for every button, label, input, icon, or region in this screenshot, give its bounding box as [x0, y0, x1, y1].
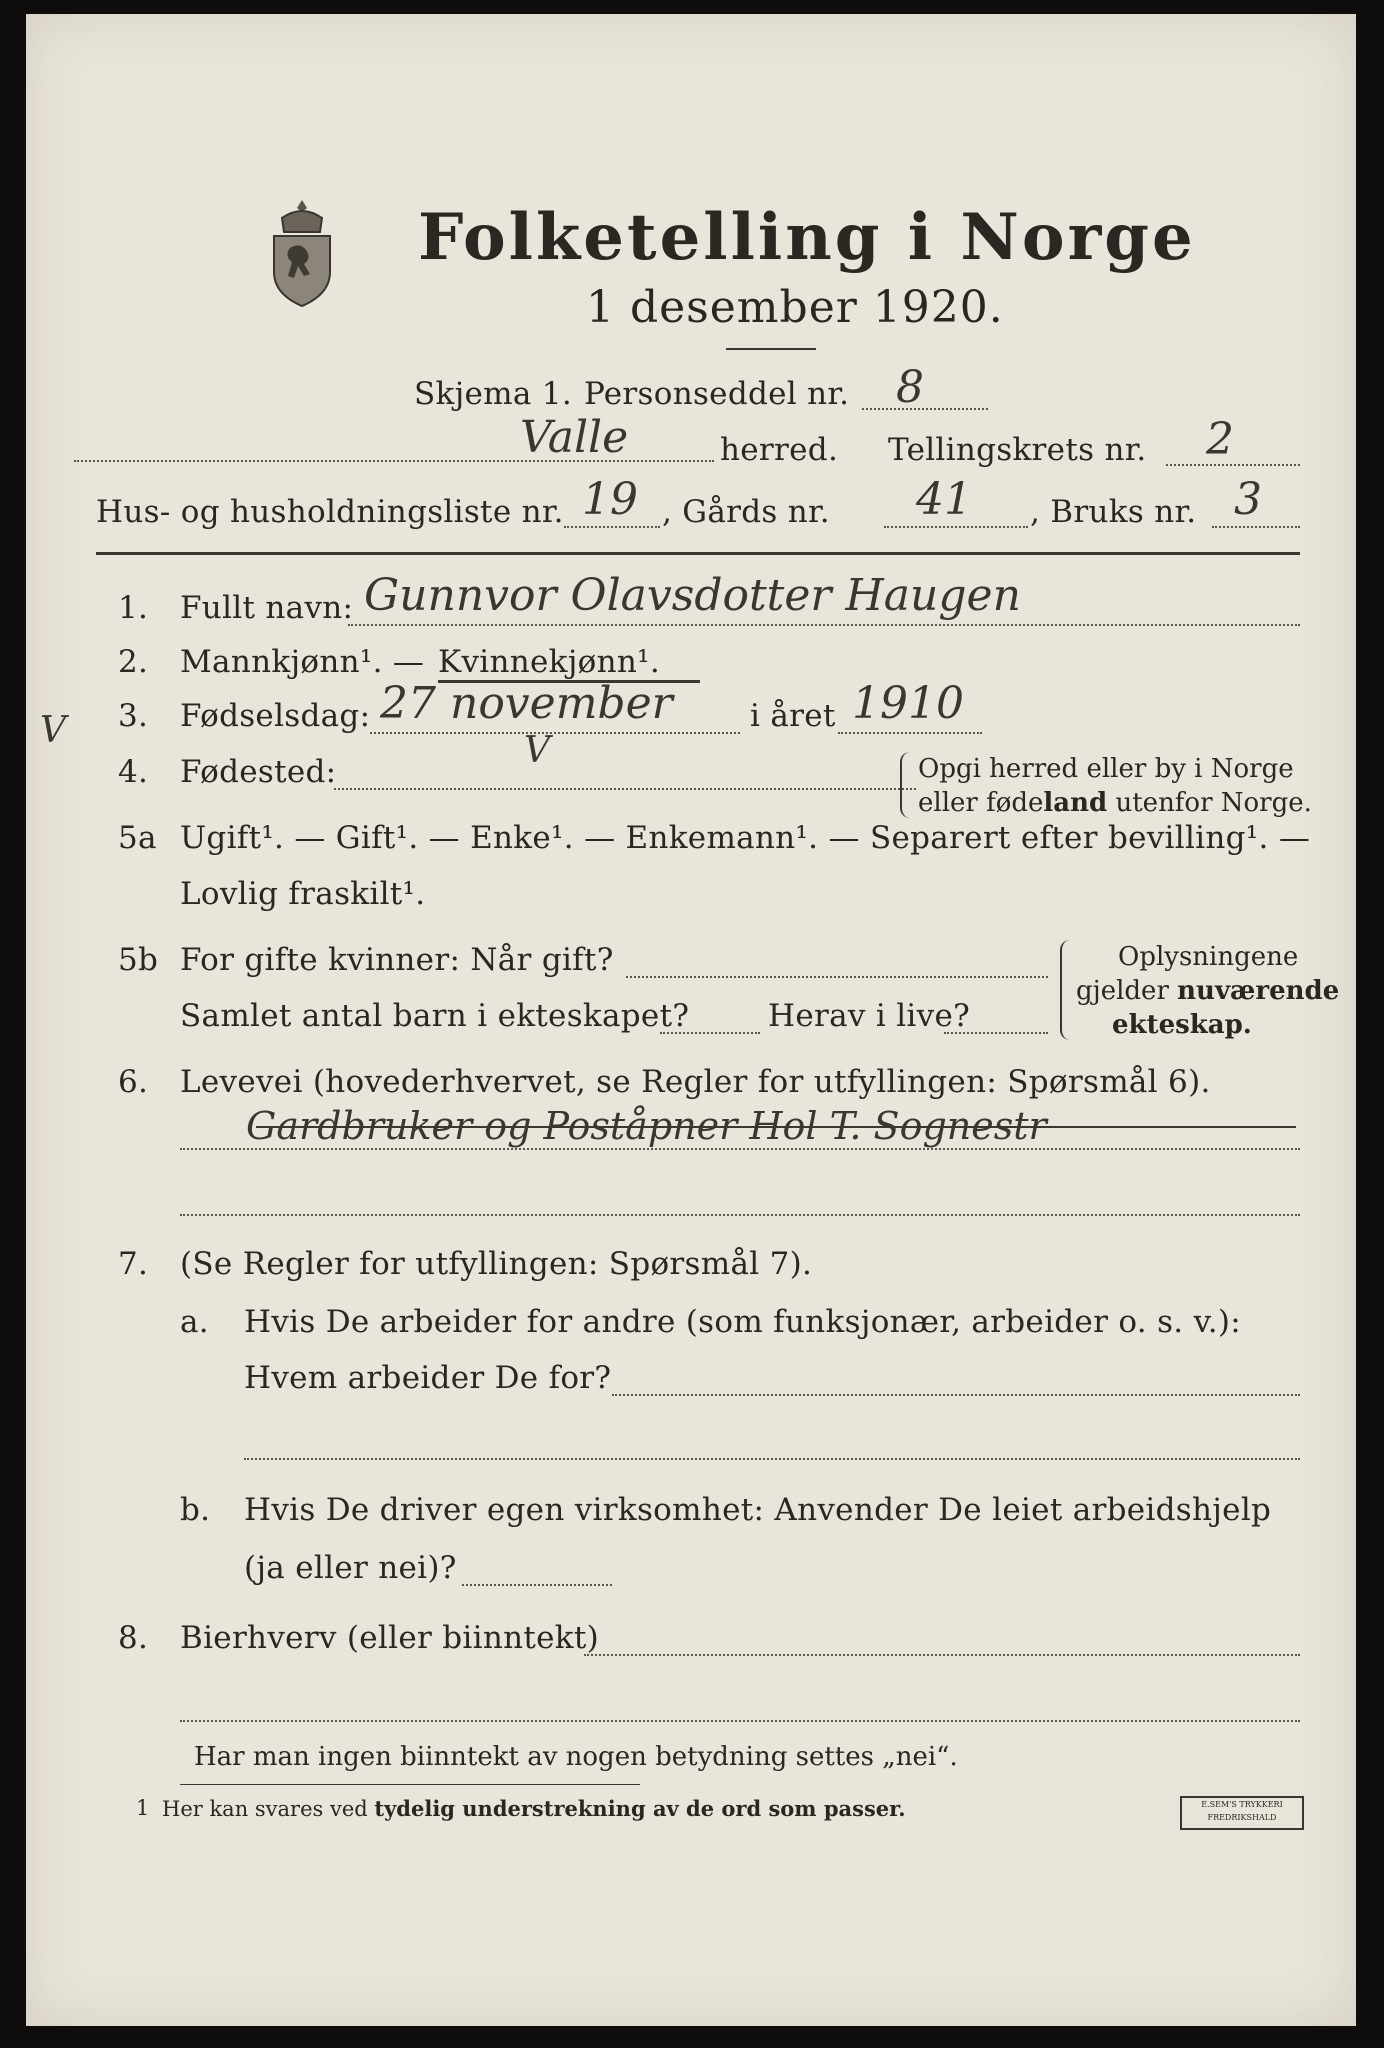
q5b-note-part-a: gjelder [1076, 976, 1178, 1006]
children-total-line[interactable] [660, 1032, 760, 1034]
household-list-line [564, 526, 660, 528]
schema-label: Skjema 1. [414, 376, 572, 412]
employer-line[interactable] [612, 1394, 1300, 1396]
occupation-value[interactable]: Gardbruker og Poståpner Hol T. Sognestr [246, 1104, 1047, 1148]
q7a-line1: Hvis De arbeider for andre (som funksjonær, arbeider o. s. v.): [244, 1304, 1242, 1340]
q3-number: 3. [118, 698, 149, 734]
children-alive-line[interactable] [944, 1032, 1048, 1034]
footnote-mark: 1 [136, 1796, 150, 1820]
sex-female-option[interactable]: Kvinnekjønn¹. [438, 644, 661, 680]
birth-year-value[interactable]: 1910 [852, 678, 964, 729]
printer-stamp-text: E.SEM'S TRYKKERI FREDRIKSHALD [1201, 1800, 1283, 1822]
q8-number: 8. [118, 1620, 149, 1656]
q8-label: Bierhverv (eller biinntekt) [180, 1620, 600, 1656]
q6-line-2 [180, 1214, 1300, 1216]
q7b-line1: Hvis De driver egen virksomhet: Anvender De leiet arbeidshjelp [244, 1492, 1272, 1528]
married-when-line[interactable] [626, 976, 1048, 978]
sex-male-option[interactable]: Mannkjønn¹. — [180, 644, 425, 680]
side-income-line-2[interactable] [180, 1720, 1300, 1722]
herred-label: herred. [720, 432, 839, 468]
footnote-divider [180, 1784, 640, 1785]
q6-label: Levevei (hovederhvervet, se Regler for utfyllingen: Spørsmål 6). [180, 1064, 1211, 1100]
household-list-value[interactable]: 19 [582, 474, 638, 525]
q5b-number: 5b [118, 942, 159, 978]
form-title: Folketelling i Norge [418, 200, 1196, 275]
bruks-label: , Bruks nr. [1030, 494, 1197, 530]
q4-note-part-b: land [1043, 788, 1108, 818]
q4-note-line2 [918, 788, 1312, 818]
side-income-line[interactable] [584, 1654, 1300, 1656]
q7a-line2: Hvem arbeider De for? [244, 1360, 612, 1396]
tellingskrets-label: Tellingskrets nr. [888, 432, 1147, 468]
q7b-letter: b. [180, 1492, 211, 1528]
q3-year-line [838, 732, 982, 734]
q4-label: Fødested: [180, 754, 337, 790]
marital-status-divorced[interactable]: Lovlig fraskilt¹. [180, 876, 426, 912]
q7a-letter: a. [180, 1304, 209, 1340]
q3-line [370, 732, 740, 734]
bruks-value[interactable]: 3 [1234, 474, 1262, 525]
header-divider [96, 552, 1300, 555]
q1-label: Fullt navn: [180, 590, 354, 626]
employer-line-2[interactable] [244, 1458, 1300, 1460]
tellingskrets-value[interactable]: 2 [1206, 414, 1234, 465]
q6-number: 6. [118, 1064, 149, 1100]
q3-year-label: i året [750, 698, 836, 734]
herred-value[interactable]: Valle [520, 412, 629, 463]
q3-label: Fødselsdag: [180, 698, 371, 734]
printer-stamp [1180, 1796, 1304, 1830]
personseddel-label: Personseddel nr. [584, 376, 850, 412]
q6-line-1 [180, 1148, 1300, 1150]
census-date: 1 desember 1920. [586, 282, 1004, 333]
q4-line [334, 788, 916, 790]
birthplace-value[interactable]: V [524, 730, 550, 771]
q5b-note-line3: ekteskap. [1112, 1010, 1252, 1040]
birth-date-value[interactable]: 27 november [380, 678, 673, 729]
personseddel-line [862, 408, 988, 410]
q5b-note-line1: Oplysningene [1118, 942, 1299, 972]
q7-label: (Se Regler for utfyllingen: Spørsmål 7). [180, 1246, 813, 1282]
footnote-text-b: tydelig understrekning av de ord som passer. [374, 1796, 906, 1821]
q1-number: 1. [118, 590, 149, 626]
q4-note-part-c: utenfor Norge. [1107, 788, 1312, 818]
q5b-alive-label: Herav i live? [768, 998, 971, 1034]
footnote-text-a: Her kan svares ved [162, 1797, 375, 1821]
household-list-label: Hus- og husholdningsliste nr. [96, 494, 564, 530]
q8-note: Har man ingen biinntekt av nogen betydning settes „nei“. [194, 1742, 958, 1772]
title-divider [726, 348, 816, 350]
q5b-note-part-b: nuværende [1177, 976, 1340, 1006]
personseddel-value[interactable]: 8 [896, 362, 924, 413]
q4-brace [900, 752, 910, 818]
marital-status-options[interactable]: Ugift¹. — Gift¹. — Enke¹. — Enkemann¹. — Separert efter bevilling¹. — [180, 820, 1311, 856]
q5b-note-line2 [1076, 976, 1339, 1006]
norway-coat-of-arms-icon [264, 196, 340, 308]
q5a-number: 5a [118, 820, 157, 856]
q7-number: 7. [118, 1246, 149, 1282]
margin-mark: V [40, 710, 66, 751]
q5b-label: For gifte kvinner: Når gift? [180, 942, 614, 978]
gards-value[interactable]: 41 [916, 474, 972, 525]
census-form-page [26, 14, 1356, 2026]
q2-number: 2. [118, 644, 149, 680]
full-name-value[interactable]: Gunnvor Olavsdotter Haugen [364, 570, 1021, 621]
q7b-line2: (ja eller nei)? [244, 1550, 457, 1586]
q4-note-line1: Opgi herred eller by i Norge [918, 754, 1294, 784]
q1-line [348, 624, 1300, 626]
gards-label: , Gårds nr. [662, 494, 830, 530]
occupation-strike [256, 1126, 1296, 1128]
hired-help-line[interactable] [462, 1584, 612, 1586]
q4-number: 4. [118, 754, 149, 790]
footnote-text [162, 1796, 906, 1821]
q5b-children-label: Samlet antal barn i ekteskapet? [180, 998, 690, 1034]
q4-note-part-a: eller føde [918, 788, 1044, 818]
gards-line [884, 526, 1028, 528]
bruks-line [1212, 526, 1300, 528]
q5b-brace [1060, 940, 1070, 1040]
